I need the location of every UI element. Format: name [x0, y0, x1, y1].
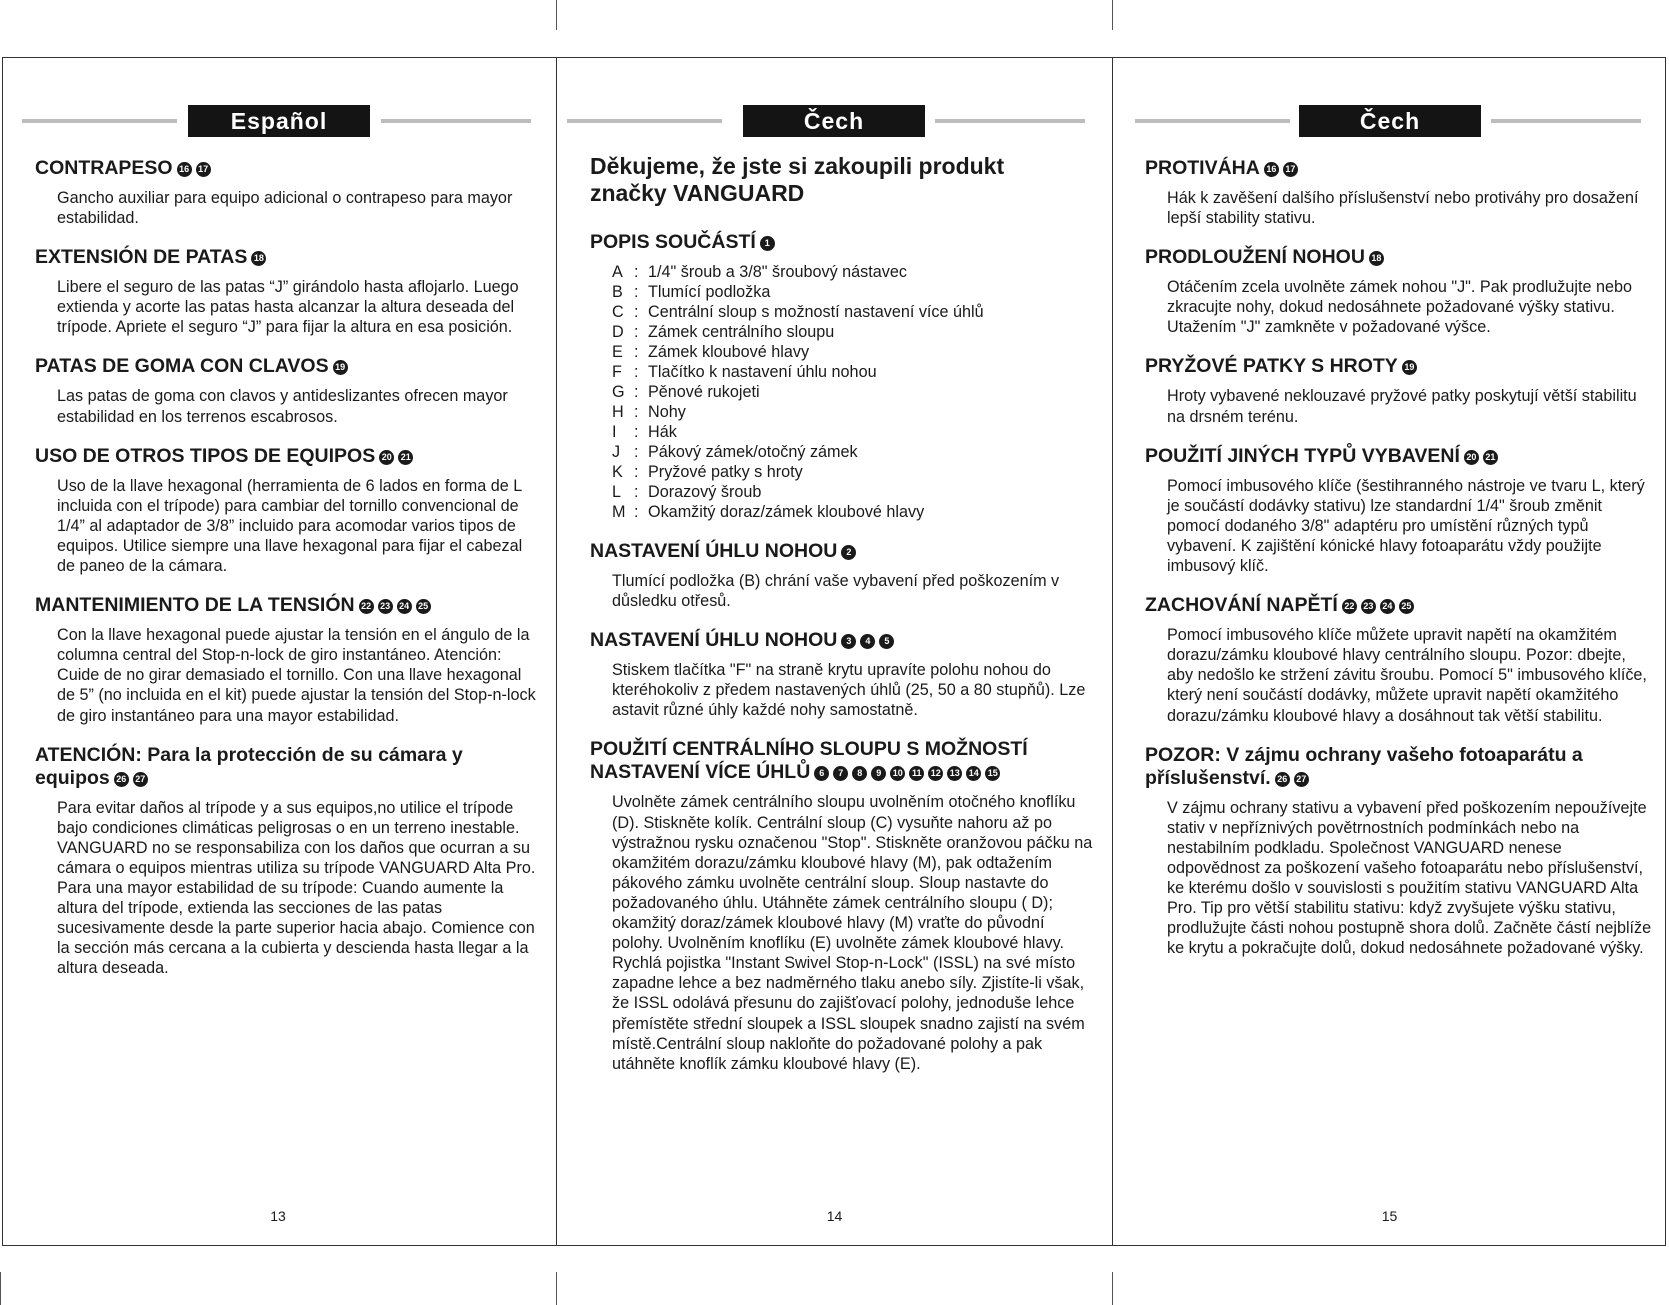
part-key: L — [612, 483, 622, 501]
step-number-badge: 8 — [852, 766, 867, 781]
language-tab: Español — [188, 105, 370, 137]
section-title: POUŽITÍ JINÝCH TYPŮ VYBAVENÍ — [1145, 444, 1460, 467]
section-heading — [590, 738, 1098, 784]
section-title: USO DE OTROS TIPOS DE EQUIPOS — [35, 444, 376, 467]
step-number-badge: 25 — [416, 599, 431, 614]
part-label: Pěnové rukojeti — [648, 383, 760, 401]
section-body: V zájmu ochrany stativu a vybavení před poškozením nepoužívejte stativ v nepříznivých povětrnostních podmínkách nebo na nestabilním podkladu. Společnost VANGUARD nenese odpovědnost za poškození vašeho fotoaparátu nebo příslušenství, ke kterému došlo v souvislosti s použitím stativu VANGUARD Alta Pro. Tip pro větší stabilitu stativu: když zvyšujete výšku stativu, prodlužujte části nohou postupně shora dolů. Začněte částí nejblíže ke krytu a pokračujte dolů, dokud nedosáhnete požadované výšky. — [1167, 798, 1652, 958]
step-number-badge: 19 — [333, 360, 348, 375]
step-number-badge: 22 — [1342, 599, 1357, 614]
step-number-badge: 21 — [398, 450, 413, 465]
parts-list-item — [612, 482, 1098, 502]
step-number-badge: 18 — [1369, 251, 1384, 266]
part-separator: : — [634, 423, 639, 441]
language-tab: Čech — [743, 105, 925, 137]
section-body: Hroty vybavené neklouzavé pryžové patky poskytují větší stabilitu na drsném terénu. — [1167, 387, 1637, 426]
page-number: 15 — [1381, 1208, 1398, 1224]
section-heading — [1145, 744, 1654, 790]
part-key: J — [612, 443, 621, 461]
page-content — [35, 157, 536, 978]
part-separator: : — [634, 403, 639, 421]
part-separator: : — [634, 303, 639, 321]
step-number-badge: 3 — [841, 634, 856, 649]
section-body: Stiskem tlačítka "F" na straně krytu upravíte polohu nohou do kteréhokoliv z předem nastavených úhlů (25, 50 a 80 stupňů). Lze astavit různé úhly každé nohy samostatně. — [612, 661, 1086, 720]
part-label: Nohy — [648, 403, 686, 421]
part-separator: : — [634, 503, 639, 521]
crop-mark — [556, 1272, 557, 1305]
step-number-badge: 13 — [947, 766, 962, 781]
part-key: F — [612, 363, 622, 381]
crop-mark — [1112, 1272, 1113, 1305]
language-banner — [0, 105, 556, 139]
step-number-badge: 2 — [841, 545, 856, 560]
section-body: Hák k zavěšení dalšího příslušenství nebo protiváhy pro dosažení lepší stability stativu. — [1167, 189, 1639, 228]
page-14 — [557, 57, 1112, 1246]
section-title: POPIS SOUČÁSTÍ — [590, 231, 756, 253]
parts-list-item — [612, 362, 1098, 382]
section-heading — [590, 629, 1098, 652]
part-key: E — [612, 343, 623, 361]
section-heading — [35, 157, 536, 180]
crop-mark — [0, 1272, 1, 1305]
language-tab: Čech — [1299, 105, 1481, 137]
section-body: Pomocí imbusového klíče můžete upravit napětí na okamžitém dorazu/zámku kloubové hlavy centrálního sloupu. Pozor: dbejte, aby nedošlo ke stržení závitu šroubu. Pomocí 5" imbusového klíče, který není součástí dodávky, můžete upravit napětí okamžitého dorazu/zámku kloubové hlavy a dosáhnout tak větší stabilitu. — [1167, 626, 1647, 725]
crop-mark — [556, 0, 557, 30]
part-label: Dorazový šroub — [648, 483, 762, 501]
section-title: NASTAVENÍ ÚHLU NOHOU — [590, 540, 838, 562]
section-heading — [35, 594, 536, 617]
part-label: Okamžitý doraz/zámek kloubové hlavy — [648, 503, 925, 521]
section-heading — [590, 231, 1098, 254]
section-title: NASTAVENÍ ÚHLU NOHOU — [590, 629, 838, 652]
part-key: K — [612, 463, 623, 481]
parts-list-item — [612, 382, 1098, 402]
part-label: Zámek kloubové hlavy — [648, 343, 810, 361]
section-body: Para evitar daños al trípode y a sus equipos,no utilice el trípode bajo condiciones climáticas peligrosas o en un terreno inestable. VANGUARD no se responsabiliza con los daños que ocurran a su cámara o equipos mientras utiliza su trípode VANGUARD Alta Pro. Para una mayor estabilidad de su trípode: Cuando aumente la altura del trípode, extienda las secciones de las patas sucesivamente desde la parte superior hacia abajo. Comience con la sección más cercana a la cubierta y descienda hasta llegar a la altura deseada. — [57, 798, 536, 978]
part-separator: : — [634, 263, 639, 281]
page-number: 14 — [826, 1208, 843, 1224]
step-number-badge: 1 — [760, 236, 775, 251]
language-banner — [557, 105, 1112, 139]
part-separator: : — [634, 443, 639, 461]
step-number-badge: 20 — [1464, 450, 1479, 465]
step-number-badge: 7 — [833, 766, 848, 781]
parts-list-item — [612, 502, 1098, 522]
part-separator: : — [634, 463, 639, 481]
section-heading — [590, 540, 1098, 563]
section-body: Otáčením zcela uvolněte zámek nohou "J". Pak prodlužujte nebo zkracujte nohy, dokud nedosáhnete požadované výšky stativu. Utažením "J" zamkněte v požadované výšce. — [1167, 278, 1633, 337]
step-number-badge: 27 — [1294, 772, 1309, 787]
step-number-badge: 19 — [1402, 360, 1417, 375]
parts-list-item — [612, 322, 1098, 342]
parts-list-item — [612, 342, 1098, 362]
step-number-badge: 17 — [196, 162, 211, 177]
part-separator: : — [634, 383, 639, 401]
part-label: Hák — [648, 423, 677, 441]
step-number-badge: 26 — [1275, 772, 1290, 787]
step-number-badge: 24 — [397, 599, 412, 614]
section-body: Tlumící podložka (B) chrání vaše vybavení před poškozením v důsledku otřesů. — [612, 572, 1060, 611]
section-title: EXTENSIÓN DE PATAS — [35, 246, 248, 269]
section-body: Uso de la llave hexagonal (herramienta de 6 lados en forma de L incluida con el trípode) para cambiar del tornillo convencional de 1/4” al adaptador de 3/8” incluido para acomodar varios tipos de equipos. Utilice siempre una llave hexagonal para fijar el cabezal de paneo de la cámara. — [57, 476, 523, 576]
section-heading — [35, 445, 536, 468]
step-number-badge: 14 — [966, 766, 981, 781]
parts-list-item — [612, 402, 1098, 422]
parts-list-item — [612, 282, 1098, 302]
step-number-badge: 11 — [909, 766, 924, 781]
parts-list-item — [612, 442, 1098, 462]
step-number-badge: 10 — [890, 766, 905, 781]
step-number-badge: 6 — [814, 766, 829, 781]
section-heading — [35, 744, 536, 790]
section-heading — [35, 246, 536, 269]
part-label: Pákový zámek/otočný zámek — [648, 443, 858, 461]
parts-list-item — [612, 302, 1098, 322]
page-content — [590, 153, 1098, 1074]
step-number-badge: 12 — [928, 766, 943, 781]
part-key: A — [612, 263, 623, 281]
step-number-badge: 21 — [1483, 450, 1498, 465]
page-content — [1145, 157, 1654, 958]
part-key: B — [612, 283, 623, 301]
part-label: Tlumící podložka — [648, 283, 771, 301]
part-key: G — [612, 383, 625, 401]
part-separator: : — [634, 343, 639, 361]
parts-list-item — [612, 422, 1098, 442]
page-15 — [1113, 57, 1666, 1246]
section-title: PATAS DE GOMA CON CLAVOS — [35, 355, 329, 378]
section-heading — [1145, 355, 1654, 378]
step-number-badge: 17 — [1283, 162, 1298, 177]
section-body: Con la llave hexagonal puede ajustar la tensión en el ángulo de la columna central del Stop-n-lock de giro instantáneo. Atención: Cuide de no girar demasiado el tornillo. Con una llave hexagonal de 5” (no incluida en el kit) puede ajustar la tensión del Stop-n-lock de giro instantáneo para una mayor estabilidad. — [57, 626, 536, 725]
step-number-badge: 18 — [251, 251, 266, 266]
section-title: PRODLOUŽENÍ NOHOU — [1145, 246, 1365, 269]
part-label: Tlačítko k nastavení úhlu nohou — [648, 363, 877, 381]
part-separator: : — [634, 283, 639, 301]
section-heading — [35, 355, 536, 378]
part-separator: : — [634, 323, 639, 341]
section-title: ZACHOVÁNÍ NAPĚTÍ — [1145, 594, 1338, 617]
part-label: Pryžové patky s hroty — [648, 463, 803, 481]
section-title: CONTRAPESO — [35, 157, 173, 179]
part-key: C — [612, 303, 624, 321]
part-label: 1/4" šroub a 3/8" šroubový nástavec — [648, 263, 907, 281]
step-number-badge: 4 — [860, 634, 875, 649]
section-title: POZOR: V zájmu ochrany vašeho fotoaparátu a příslušenství. — [1145, 743, 1583, 789]
part-key: M — [612, 503, 626, 521]
section-title: PROTIVÁHA — [1145, 157, 1260, 179]
step-number-badge: 20 — [379, 450, 394, 465]
parts-list — [590, 262, 1098, 522]
page-number: 13 — [270, 1208, 286, 1224]
section-heading — [1145, 445, 1654, 468]
parts-list-item — [612, 262, 1098, 282]
section-body: Uvolněte zámek centrálního sloupu uvolněním otočného knoflíku (D). Stiskněte kolík. Centrální sloup (C) vysuňte nahoru až po výstražnou rysku označenou "Stop". Stiskněte oranžovou páčku na okamžitém dorazu/zámku kloubové hlavy (M), pak odtažením pákového zámku uvolněte centrální sloup. Sloup nastavte do požadovaného úhlu. Utáhněte zámek centrálního sloupu ( D); okamžitý doraz/zámek kloubové hlavy (M) vraťte do původní polohy. Uvolněním knoflíku (E) uvolněte zámek kloubové hlavy. Rychlá pojistka "Instant Swivel Stop-n-Lock" (ISSL) na své místo zapadne lehce a bez nadměrného tlaku anebo síly. Zjistíte-li však, že ISSL odolává přesunu do zajišťovací polohy, jednoduše lehce přemístěte střední sloupek a ISSL sloupek snadno zajistí na svém místě.Centrální sloup nakloňte do požadované polohy a pak utáhněte knoflík zámku kloubové hlavy (E). — [612, 793, 1093, 1073]
part-separator: : — [634, 483, 639, 501]
part-label: Centrální sloup s možností nastavení více úhlů — [648, 303, 984, 321]
step-number-badge: 24 — [1380, 599, 1395, 614]
section-title: ATENCIÓN: Para la protección de su cámara y equipos — [35, 743, 463, 789]
section-heading — [1145, 157, 1654, 180]
step-number-badge: 27 — [133, 772, 148, 787]
section-body: Pomocí imbusového klíče (šestihranného nástroje ve tvaru L, který je součástí dodávky stativu) lze standardní 1/4" šroub změnit pomocí dodaného 3/8" adaptéru pro umístění různých typů vybavení. K zajištění kónické hlavy fotoaparátu vždy použijte imbusový klíč. — [1167, 476, 1645, 576]
step-number-badge: 26 — [114, 772, 129, 787]
step-number-badge: 23 — [378, 599, 393, 614]
step-number-badge: 25 — [1399, 599, 1414, 614]
part-key: I — [612, 423, 617, 441]
document-intro-title: Děkujeme, že jste si zakoupili produkt značky VANGUARD — [590, 153, 1005, 206]
step-number-badge: 15 — [985, 766, 1000, 781]
part-key: D — [612, 323, 624, 341]
section-title: PRYŽOVÉ PATKY S HROTY — [1145, 355, 1398, 378]
section-title: MANTENIMIENTO DE LA TENSIÓN — [35, 594, 355, 617]
part-label: Zámek centrálního sloupu — [648, 323, 835, 341]
section-body: Las patas de goma con clavos y antideslizantes ofrecen mayor estabilidad en los terrenos escabrosos. — [57, 387, 508, 426]
part-key: H — [612, 403, 624, 421]
section-body: Libere el seguro de las patas “J” girándolo hasta aflojarlo. Luego extienda y acorte las patas hasta alcanzar la altura deseada del trípode. Apriete el seguro “J” para fijar la altura en esa posición. — [57, 278, 519, 337]
step-number-badge: 16 — [1264, 162, 1279, 177]
section-title: POUŽITÍ CENTRÁLNÍHO SLOUPU S MOŽNOSTÍ NASTAVENÍ VÍCE ÚHLŮ — [590, 738, 1028, 784]
step-number-badge: 22 — [359, 599, 374, 614]
section-body: Gancho auxiliar para equipo adicional o contrapeso para mayor estabilidad. — [57, 189, 513, 228]
page-13 — [0, 57, 556, 1246]
step-number-badge: 9 — [871, 766, 886, 781]
step-number-badge: 5 — [879, 634, 894, 649]
step-number-badge: 23 — [1361, 599, 1376, 614]
part-separator: : — [634, 363, 639, 381]
section-heading — [1145, 246, 1654, 269]
parts-list-item — [612, 462, 1098, 482]
step-number-badge: 16 — [177, 162, 192, 177]
crop-mark — [1112, 0, 1113, 30]
language-banner — [1113, 105, 1666, 139]
section-heading — [1145, 594, 1654, 617]
